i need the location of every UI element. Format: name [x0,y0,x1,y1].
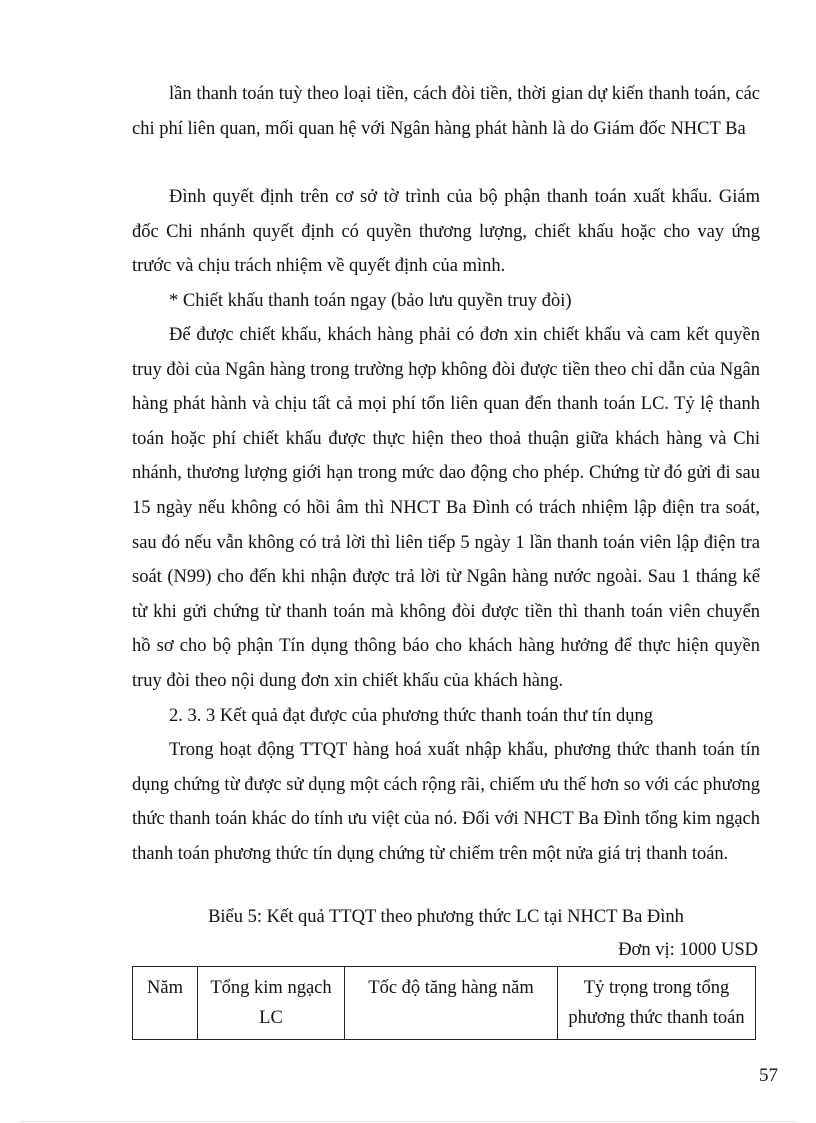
paragraph-1: lần thanh toán tuỳ theo loại tiền, cách đòi tiền, thời gian dự kiến thanh toán, các chi phí liên quan, mối quan hệ với Ngân hàng phát hành là do Giám đốc NHCT Ba [132,84,760,139]
lc-results-table [132,966,756,1040]
paragraph-2: Đình quyết định trên cơ sở tờ trình của bộ phận thanh toán xuất khẩu. Giám đốc Chi nhánh quyết định có quyền thương lượng, chiết khấu hoặc cho vay ứng trước và chịu trách nhiệm về quyết định của mình. [132,187,760,277]
page-bottom-divider [20,1121,796,1122]
table-unit: Đơn vị: 1000 USD [618,940,758,960]
page-number: 57 [759,1065,778,1086]
header-growth-rate: Tốc độ tăng hàng năm [345,967,558,1040]
paragraph-6: Trong hoạt động TTQT hàng hoá xuất nhập khẩu, phương thức thanh toán tín dụng chứng từ được sử dụng một cách rộng rãi, chiếm ưu thế hơn so với các phương thức thanh toán khác do tính ưu việt của nó. Đối với NHCT Ba Đình tổng kim ngạch thanh toán phương thức tín dụng chứng từ chiếm trên một nửa giá trị thanh toán. [132,740,760,864]
table-header-row [133,967,756,1040]
header-share: Tỷ trọng trong tổng phương thức thanh toán [558,967,756,1040]
table-caption: Biểu 5: Kết quả TTQT theo phương thức LC tại NHCT Ba Đình [208,907,684,927]
paragraph-3: * Chiết khấu thanh toán ngay (bảo lưu quyền truy đòi) [169,291,572,311]
section-heading: 2. 3. 3 Kết quả đạt được của phương thức thanh toán thư tín dụng [169,706,654,726]
paragraph-4: Để được chiết khấu, khách hàng phải có đơn xin chiết khấu và cam kết quyền truy đòi của Ngân hàng trong trường hợp không đòi được tiền theo chỉ dẫn của Ngân hàng phát hành và chịu tất cả mọi phí tổn liên quan đến thanh toán LC. Tỷ lệ thanh toán hoặc phí chiết khấu được thực hiện theo thoả thuận giữa khách hàng và Chi nhánh, thương lượng giới hạn trong mức dao động cho phép. Chứng từ đó gửi đi sau 15 ngày nếu không có hồi âm thì NHCT Ba Đình có trách nhiệm lập điện tra soát, sau đó nếu vẫn không có trả lời thì liên tiếp 5 ngày 1 lần thanh toán viên lập điện tra soát (N99) cho đến khi nhận được trả lời từ Ngân hàng nước ngoài. Sau 1 tháng kể từ khi gửi chứng từ thanh toán mà không đòi được tiền thì thanh toán viên chuyển hồ sơ cho bộ phận Tín dụng thông báo cho khách hàng hưởng để thực hiện quyền truy đòi theo nội dung đơn xin chiết khấu của khách hàng. [132,325,760,691]
header-total-lc: Tổng kim ngạch LC [198,967,345,1040]
header-year: Năm [133,967,198,1040]
